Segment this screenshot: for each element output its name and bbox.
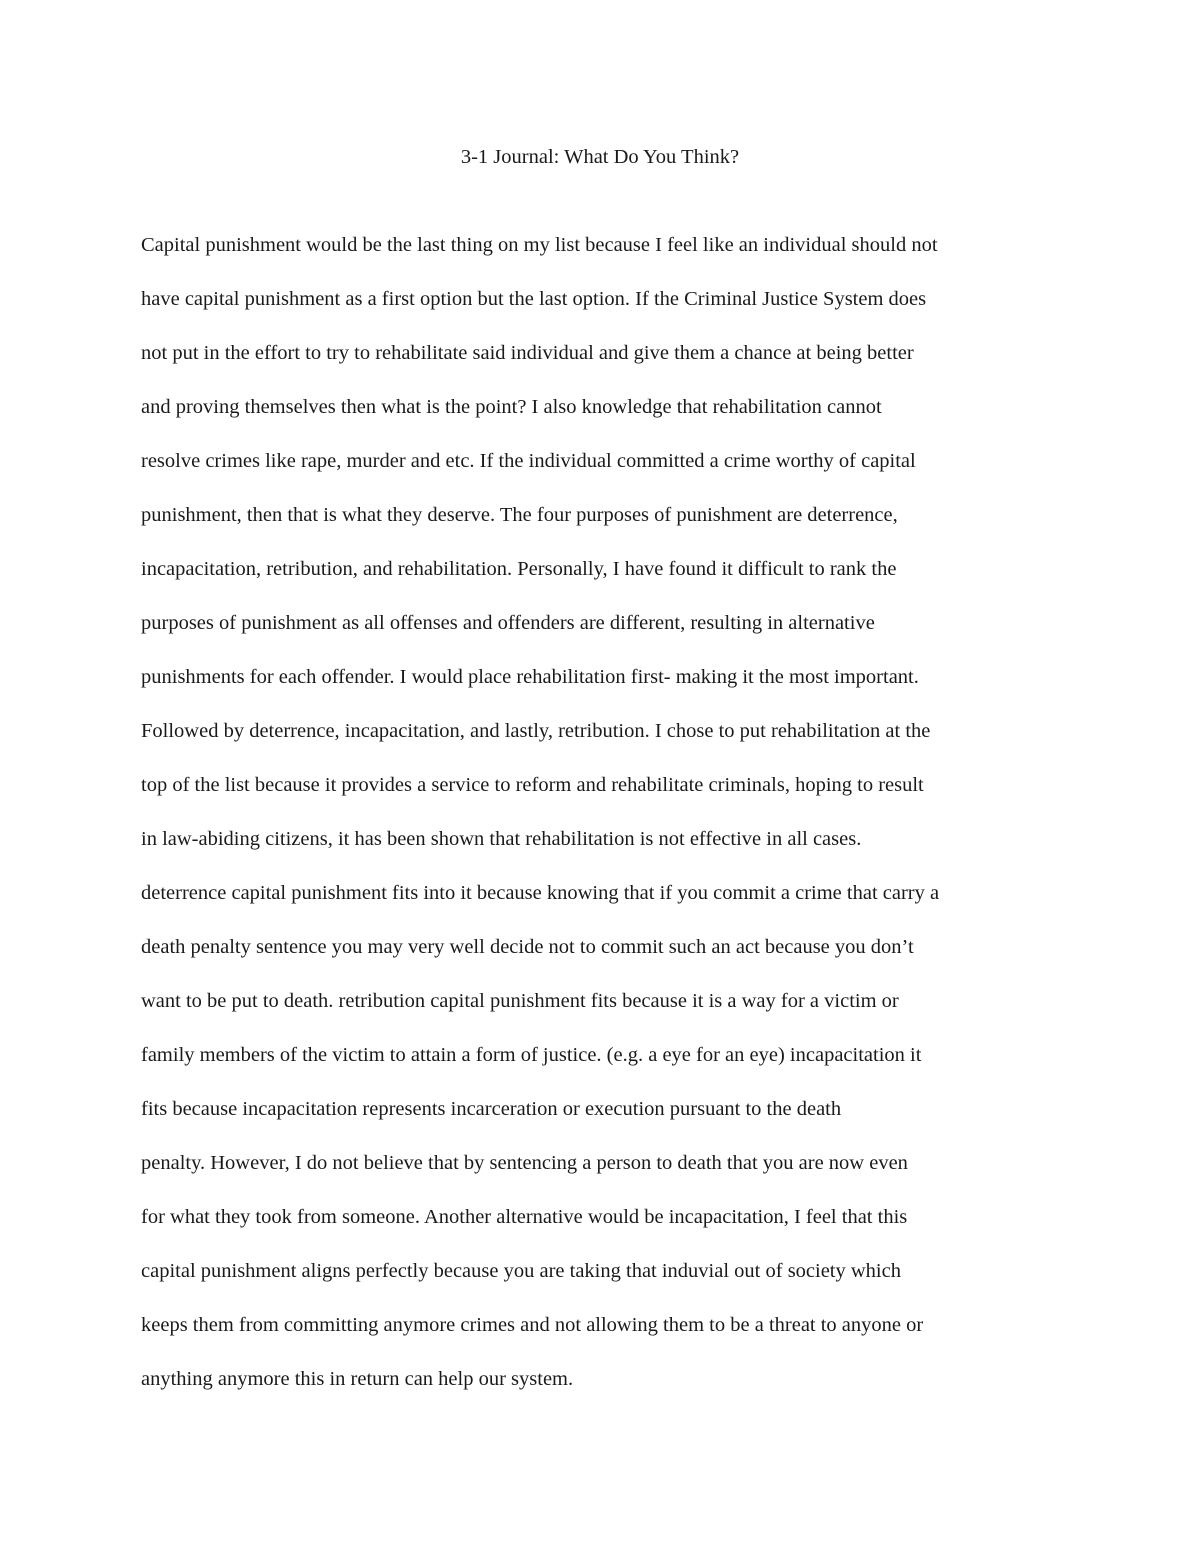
- body-line: capital punishment aligns perfectly because you are taking that induvial out of society which: [141, 1260, 901, 1282]
- body-line: punishment, then that is what they deserve. The four purposes of punishment are deterrence,: [141, 504, 898, 526]
- body-line: family members of the victim to attain a form of justice. (e.g. a eye for an eye) incapacitation it: [141, 1044, 922, 1066]
- body-line: purposes of punishment as all offenses and offenders are different, resulting in alternative: [141, 612, 875, 634]
- body-line: for what they took from someone. Another alternative would be incapacitation, I feel that this: [141, 1206, 908, 1228]
- body-line: want to be put to death. retribution capital punishment fits because it is a way for a victim or: [141, 990, 899, 1012]
- body-line: keeps them from committing anymore crimes and not allowing them to be a threat to anyone or: [141, 1314, 924, 1336]
- body-line: fits because incapacitation represents incarceration or execution pursuant to the death: [141, 1098, 842, 1120]
- body-line: not put in the effort to try to rehabilitate said individual and give them a chance at being better: [141, 342, 914, 364]
- body-line: deterrence capital punishment fits into it because knowing that if you commit a crime that carry a: [141, 882, 940, 904]
- body-line: incapacitation, retribution, and rehabilitation. Personally, I have found it difficult to rank the: [141, 558, 897, 580]
- body-line: resolve crimes like rape, murder and etc. If the individual committed a crime worthy of capital: [141, 450, 916, 472]
- body-line: in law-abiding citizens, it has been shown that rehabilitation is not effective in all cases.: [141, 828, 862, 850]
- body-line: and proving themselves then what is the point? I also knowledge that rehabilitation cannot: [141, 396, 882, 418]
- body-line: anything anymore this in return can help our system.: [141, 1368, 574, 1390]
- body-line: Capital punishment would be the last thing on my list because I feel like an individual should not: [141, 234, 938, 256]
- body-line: top of the list because it provides a service to reform and rehabilitate criminals, hoping to result: [141, 774, 924, 796]
- body-line: Followed by deterrence, incapacitation, and lastly, retribution. I chose to put rehabilitation at the: [141, 720, 931, 742]
- body-line: have capital punishment as a first option but the last option. If the Criminal Justice System does: [141, 288, 927, 310]
- body-line: death penalty sentence you may very well decide not to commit such an act because you don’t: [141, 936, 914, 958]
- document-body: [141, 230, 1081, 1418]
- document-title: 3-1 Journal: What Do You Think?: [460, 146, 740, 168]
- body-line: penalty. However, I do not believe that by sentencing a person to death that you are now even: [141, 1152, 908, 1174]
- body-line: punishments for each offender. I would place rehabilitation first- making it the most important.: [141, 666, 919, 688]
